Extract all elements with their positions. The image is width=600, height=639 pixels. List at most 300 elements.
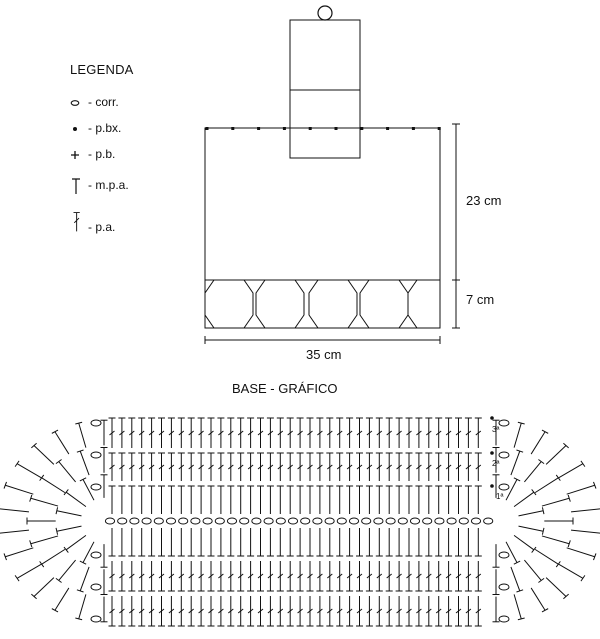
stitch-cross — [218, 574, 223, 578]
stitch-cross — [416, 574, 421, 578]
stitch-cross — [139, 465, 144, 469]
chain-stitch — [252, 518, 261, 524]
stitch-cross — [199, 465, 204, 469]
stitch-cross — [139, 574, 144, 578]
stitch-cross — [248, 574, 253, 578]
stitch-cross — [347, 574, 352, 578]
stitch-cross — [456, 431, 461, 435]
fan-stitch-top — [518, 618, 525, 620]
stitch-cross — [446, 465, 451, 469]
fan-stitch-top — [581, 461, 585, 467]
fan-stitch-post — [79, 423, 86, 447]
stitch-cross — [268, 465, 273, 469]
chain-stitch — [447, 518, 456, 524]
stitch-cross — [317, 431, 322, 435]
stitch-cross — [248, 431, 253, 435]
stitch-cross — [407, 609, 412, 613]
fan-stitch-post — [34, 578, 54, 597]
turning-chain — [91, 584, 101, 590]
slip-stitch-dots — [206, 127, 441, 130]
stitch-cross — [258, 431, 263, 435]
fan-stitch-top — [542, 430, 548, 433]
fan-stitch-top — [64, 489, 68, 494]
fan-stitch-post — [79, 594, 86, 618]
stitch-cross — [258, 609, 263, 613]
stitch-cross — [407, 574, 412, 578]
fan-stitch-post — [31, 536, 58, 544]
stitch-cross — [387, 574, 392, 578]
chain-stitch — [179, 518, 188, 524]
fan-stitch-top — [30, 495, 32, 502]
stitch-cross — [357, 431, 362, 435]
stitch-cross — [129, 465, 134, 469]
fan-stitch-top — [30, 540, 32, 547]
turning-chain — [91, 616, 101, 622]
fan-stitch-post — [0, 509, 29, 512]
stitch-cross — [169, 574, 174, 578]
stitch-cross — [189, 465, 194, 469]
fan-stitch-post — [57, 511, 82, 516]
turning-chain — [499, 484, 509, 490]
stitch-cross — [189, 609, 194, 613]
fan-stitch-post — [66, 535, 86, 549]
stitch-cross — [218, 465, 223, 469]
stitch-cross — [357, 465, 362, 469]
stitch-cross — [347, 431, 352, 435]
slip-stitch-dot — [309, 127, 312, 130]
stitch-cross — [149, 609, 154, 613]
dimension-label-height-band: 7 cm — [466, 292, 495, 307]
stitch-cross — [466, 574, 471, 578]
fan-stitch-post — [519, 511, 544, 516]
stitch-cross — [119, 465, 124, 469]
turning-chain — [499, 452, 509, 458]
stitch-cross — [337, 465, 342, 469]
fan-stitch-top — [542, 609, 548, 612]
fan-stitch-top — [516, 590, 523, 592]
stitch-cross — [129, 431, 134, 435]
slip-stitch-dot — [438, 127, 441, 130]
stitch-cross — [179, 609, 184, 613]
stitch-cross — [347, 465, 352, 469]
turning-chain — [91, 552, 101, 558]
stitch-cross — [248, 465, 253, 469]
stitch-cross — [298, 465, 303, 469]
stitch-cross — [110, 609, 115, 613]
stitch-cross — [258, 574, 263, 578]
stitch-cross — [377, 431, 382, 435]
stitch-cross — [238, 431, 243, 435]
fan-stitch-post — [558, 564, 583, 578]
chain-stitch — [374, 518, 383, 524]
stitch-cross — [189, 431, 194, 435]
dimension-label-width: 35 cm — [306, 347, 342, 362]
stitch-cross — [416, 609, 421, 613]
fan-stitch-post — [567, 485, 595, 494]
chain-stitch — [459, 518, 468, 524]
fan-stitch-post — [0, 530, 29, 533]
chain-stitch — [130, 518, 139, 524]
octagon-motif — [205, 280, 253, 328]
slip-stitch-dot — [412, 127, 415, 130]
stitch-cross — [308, 465, 313, 469]
stitch-cross — [456, 574, 461, 578]
stitch-cross — [357, 574, 362, 578]
fan-stitch-top — [514, 478, 520, 481]
stitch-cross — [416, 431, 421, 435]
stitch-cross — [426, 465, 431, 469]
stitch-cross — [456, 609, 461, 613]
single-crochet-icon — [70, 144, 88, 166]
turning-chain — [91, 484, 101, 490]
fan-stitch-post — [524, 560, 541, 580]
fan-stitch-post — [567, 548, 595, 557]
fan-stitch-top — [56, 507, 58, 514]
fan-stitch-post — [514, 594, 521, 618]
handle-strap — [290, 20, 360, 158]
stitch-cross — [436, 609, 441, 613]
chain-stitch — [191, 518, 200, 524]
stitch-cross — [209, 609, 214, 613]
chain-stitch — [484, 518, 493, 524]
stitch-cross — [119, 609, 124, 613]
stitch-cross — [149, 431, 154, 435]
stitch-cross — [209, 431, 214, 435]
fan-stitch-post — [506, 479, 517, 500]
fan-stitch-top — [40, 475, 44, 481]
fan-stitch-top — [52, 609, 58, 612]
chain-stitch — [166, 518, 175, 524]
fan-stitch-top — [542, 507, 544, 514]
stitch-cross — [159, 431, 164, 435]
fan-stitch-post — [55, 588, 69, 610]
stitch-cross — [238, 609, 243, 613]
fan-stitch-top — [31, 594, 36, 599]
fan-stitch-top — [77, 450, 84, 452]
chain-stitch-icon — [70, 92, 88, 114]
stitch-cross — [228, 431, 233, 435]
stitch-cross — [466, 609, 471, 613]
legend — [70, 62, 200, 252]
fan-stitch-post — [5, 548, 33, 557]
stitch-cross — [268, 574, 273, 578]
stitch-cross — [129, 609, 134, 613]
stitch-cross — [466, 465, 471, 469]
fan-stitch-post — [511, 567, 520, 591]
fan-stitch-top — [538, 578, 544, 582]
stitch-cross — [139, 431, 144, 435]
stitch-cross — [377, 574, 382, 578]
fan-stitch-post — [546, 578, 566, 597]
stitch-cross — [327, 465, 332, 469]
stitch-cross — [337, 431, 342, 435]
chain-stitch — [386, 518, 395, 524]
legend-title: LEGENDA — [70, 62, 134, 77]
stitch-cross — [258, 465, 263, 469]
stitch-cross — [317, 574, 322, 578]
fan-stitch-top — [556, 475, 560, 481]
chain-stitch — [362, 518, 371, 524]
stitch-cross — [347, 609, 352, 613]
fan-stitch-post — [514, 492, 534, 506]
stitch-cross — [218, 609, 223, 613]
stitch-cross — [288, 574, 293, 578]
fan-stitch-post — [514, 423, 521, 447]
stitch-cross — [169, 431, 174, 435]
stitch-cross — [416, 465, 421, 469]
fan-stitch-post — [83, 479, 94, 500]
stitch-cross — [387, 465, 392, 469]
stitch-cross — [407, 431, 412, 435]
chain-stitch — [349, 518, 358, 524]
octagon-motif — [360, 280, 408, 328]
fan-stitch-top — [64, 547, 68, 552]
row-label-2: 2ª — [492, 459, 500, 468]
fan-stitch-post — [535, 478, 558, 493]
stitch-cross — [129, 574, 134, 578]
stitch-cross — [209, 465, 214, 469]
stitch-cross — [397, 431, 402, 435]
fan-stitch-post — [542, 536, 569, 544]
stitch-cross — [110, 574, 115, 578]
stitch-cross — [278, 431, 283, 435]
fan-stitch-top — [15, 575, 19, 581]
double-crochet-icon — [70, 211, 88, 233]
stitch-cross — [456, 465, 461, 469]
legend-item-label: - corr. — [88, 95, 119, 109]
stitch-cross — [298, 609, 303, 613]
slip-stitch-dot — [283, 127, 286, 130]
legend-item-dc — [70, 217, 200, 239]
fan-stitch-top — [563, 594, 568, 599]
fan-stitch-post — [66, 492, 86, 506]
chain-stitch — [435, 518, 444, 524]
stitch-cross — [308, 609, 313, 613]
stitch-cross — [367, 465, 372, 469]
fan-stitch-top — [514, 561, 520, 564]
stitch-cross — [317, 465, 322, 469]
fan-stitch-post — [80, 567, 89, 591]
fan-stitch-top — [80, 561, 86, 564]
stitch-cross — [119, 431, 124, 435]
bag-body-outline — [205, 128, 440, 328]
fan-stitch-post — [59, 560, 76, 580]
chain-stitch — [227, 518, 236, 524]
legend-item-label: - m.p.a. — [88, 178, 129, 192]
row-label-3: 3ª — [492, 425, 500, 434]
turning-chain — [91, 452, 101, 458]
stitch-cross — [367, 609, 372, 613]
stitch-cross — [446, 609, 451, 613]
fan-stitch-post — [542, 498, 569, 506]
chain-stitch — [203, 518, 212, 524]
stitch-cross — [476, 465, 481, 469]
fan-stitch-top — [31, 443, 36, 448]
turning-chain — [499, 584, 509, 590]
fan-stitch-top — [556, 561, 560, 567]
stitch-cross — [327, 574, 332, 578]
stitch-cross — [357, 609, 362, 613]
stitch-cross — [159, 574, 164, 578]
stitch-cross — [407, 465, 412, 469]
fan-stitch-post — [571, 530, 600, 533]
stitch-cross — [149, 574, 154, 578]
stitch-cross — [268, 431, 273, 435]
stitch-cross — [179, 431, 184, 435]
turning-chain — [91, 420, 101, 426]
fan-stitch-post — [531, 432, 545, 454]
stitch-cross — [228, 609, 233, 613]
fan-stitch-top — [593, 482, 595, 489]
chain-stitch — [325, 518, 334, 524]
chain-stitch — [288, 518, 297, 524]
stitch-cross — [268, 609, 273, 613]
slip-stitch-dot — [257, 127, 260, 130]
octagon-motif — [309, 280, 357, 328]
stitch-cross — [110, 431, 115, 435]
stitch-cross — [169, 465, 174, 469]
stitch-cross — [397, 465, 402, 469]
fan-stitch-top — [532, 489, 536, 494]
stitch-cross — [179, 574, 184, 578]
stitch-cross — [149, 465, 154, 469]
legend-item-slip — [70, 118, 200, 140]
stitch-cross — [110, 465, 115, 469]
slip-stitch-dot — [490, 416, 494, 420]
stitch-cross — [199, 431, 204, 435]
slip-stitch-dot — [335, 127, 338, 130]
chain-stitch — [215, 518, 224, 524]
turning-chain — [499, 420, 509, 426]
slip-stitch-dot — [490, 451, 494, 455]
chain-stitch — [154, 518, 163, 524]
stitch-cross — [288, 465, 293, 469]
fan-stitch-post — [83, 542, 94, 563]
fan-stitch-post — [519, 526, 544, 531]
fan-stitch-top — [15, 461, 19, 467]
stitch-cross — [278, 465, 283, 469]
fan-stitch-top — [538, 459, 544, 463]
stitch-cross — [218, 431, 223, 435]
chain-stitch — [276, 518, 285, 524]
chain-stitch — [423, 518, 432, 524]
stitch-cross — [337, 609, 342, 613]
chain-stitch — [410, 518, 419, 524]
stitch-cross — [387, 609, 392, 613]
stitch-cross — [476, 574, 481, 578]
fan-stitch-post — [546, 446, 566, 465]
stitch-cross — [426, 574, 431, 578]
fan-stitch-post — [535, 549, 558, 564]
half-double-crochet-icon — [70, 175, 88, 197]
fan-stitch-top — [75, 422, 82, 424]
stitch-cross — [179, 465, 184, 469]
octagon-band — [205, 280, 440, 328]
chain-stitch — [118, 518, 127, 524]
fan-stitch-top — [4, 482, 6, 489]
stitch-cross — [426, 609, 431, 613]
fan-stitch-top — [542, 528, 544, 535]
stitch-cross — [199, 574, 204, 578]
fan-stitch-post — [31, 498, 58, 506]
stitch-cross — [298, 574, 303, 578]
fan-stitch-top — [77, 590, 84, 592]
stitch-cross — [337, 574, 342, 578]
row-label-1: 1ª — [496, 492, 504, 501]
turning-chain — [499, 552, 509, 558]
chain-stitch — [313, 518, 322, 524]
fan-stitch-top — [563, 443, 568, 448]
stitch-cross — [288, 431, 293, 435]
stitch-cross — [446, 574, 451, 578]
octagon-motif — [256, 280, 304, 328]
fan-stitch-top — [593, 553, 595, 560]
legend-item-label: - p.b. — [88, 147, 116, 161]
stitch-cross — [209, 574, 214, 578]
dimension-label-height-main: 23 cm — [466, 193, 502, 208]
slip-stitch-dot — [386, 127, 389, 130]
slip-stitch-dot — [206, 127, 209, 130]
stitch-cross — [466, 431, 471, 435]
stitch-cross — [248, 609, 253, 613]
fan-stitch-top — [56, 528, 58, 535]
fan-stitch-top — [56, 459, 62, 463]
stitch-cross — [278, 609, 283, 613]
stitch-cross — [436, 431, 441, 435]
fan-stitch-post — [524, 462, 541, 482]
octagon-motif — [408, 280, 440, 328]
fan-stitch-top — [518, 422, 525, 424]
stitch-cross — [139, 609, 144, 613]
chain-stitch — [337, 518, 346, 524]
fan-stitch-post — [514, 535, 534, 549]
fan-stitch-top — [568, 495, 570, 502]
fan-stitch-top — [532, 547, 536, 552]
chain-stitch — [398, 518, 407, 524]
stitch-cross — [298, 431, 303, 435]
stitch-cross — [159, 609, 164, 613]
fan-stitch-post — [59, 462, 76, 482]
stitch-cross — [436, 465, 441, 469]
stitch-cross — [327, 431, 332, 435]
stitch-cross — [278, 574, 283, 578]
stitch-cross — [288, 609, 293, 613]
stitch-cross — [476, 609, 481, 613]
stitch-cross — [159, 465, 164, 469]
fan-stitch-top — [75, 618, 82, 620]
fan-stitch-post — [57, 526, 82, 531]
legend-item-chain — [70, 92, 200, 114]
fan-stitch-top — [80, 478, 86, 481]
stitch-cross — [119, 574, 124, 578]
chain-stitch — [240, 518, 249, 524]
fan-stitch-top — [568, 540, 570, 547]
stitch-cross — [377, 609, 382, 613]
stitch-cross — [317, 609, 322, 613]
fan-stitch-post — [42, 549, 65, 564]
fan-stitch-top — [4, 553, 6, 560]
stitch-cross — [238, 574, 243, 578]
fan-stitch-post — [511, 451, 520, 475]
fan-stitch-post — [571, 509, 600, 512]
stitch-cross — [367, 431, 372, 435]
chain-stitch — [301, 518, 310, 524]
fan-stitch-post — [34, 446, 54, 465]
chain-stitch — [142, 518, 151, 524]
stitch-cross — [397, 574, 402, 578]
legend-item-hdc — [70, 175, 200, 197]
slip-stitch-dot — [360, 127, 363, 130]
